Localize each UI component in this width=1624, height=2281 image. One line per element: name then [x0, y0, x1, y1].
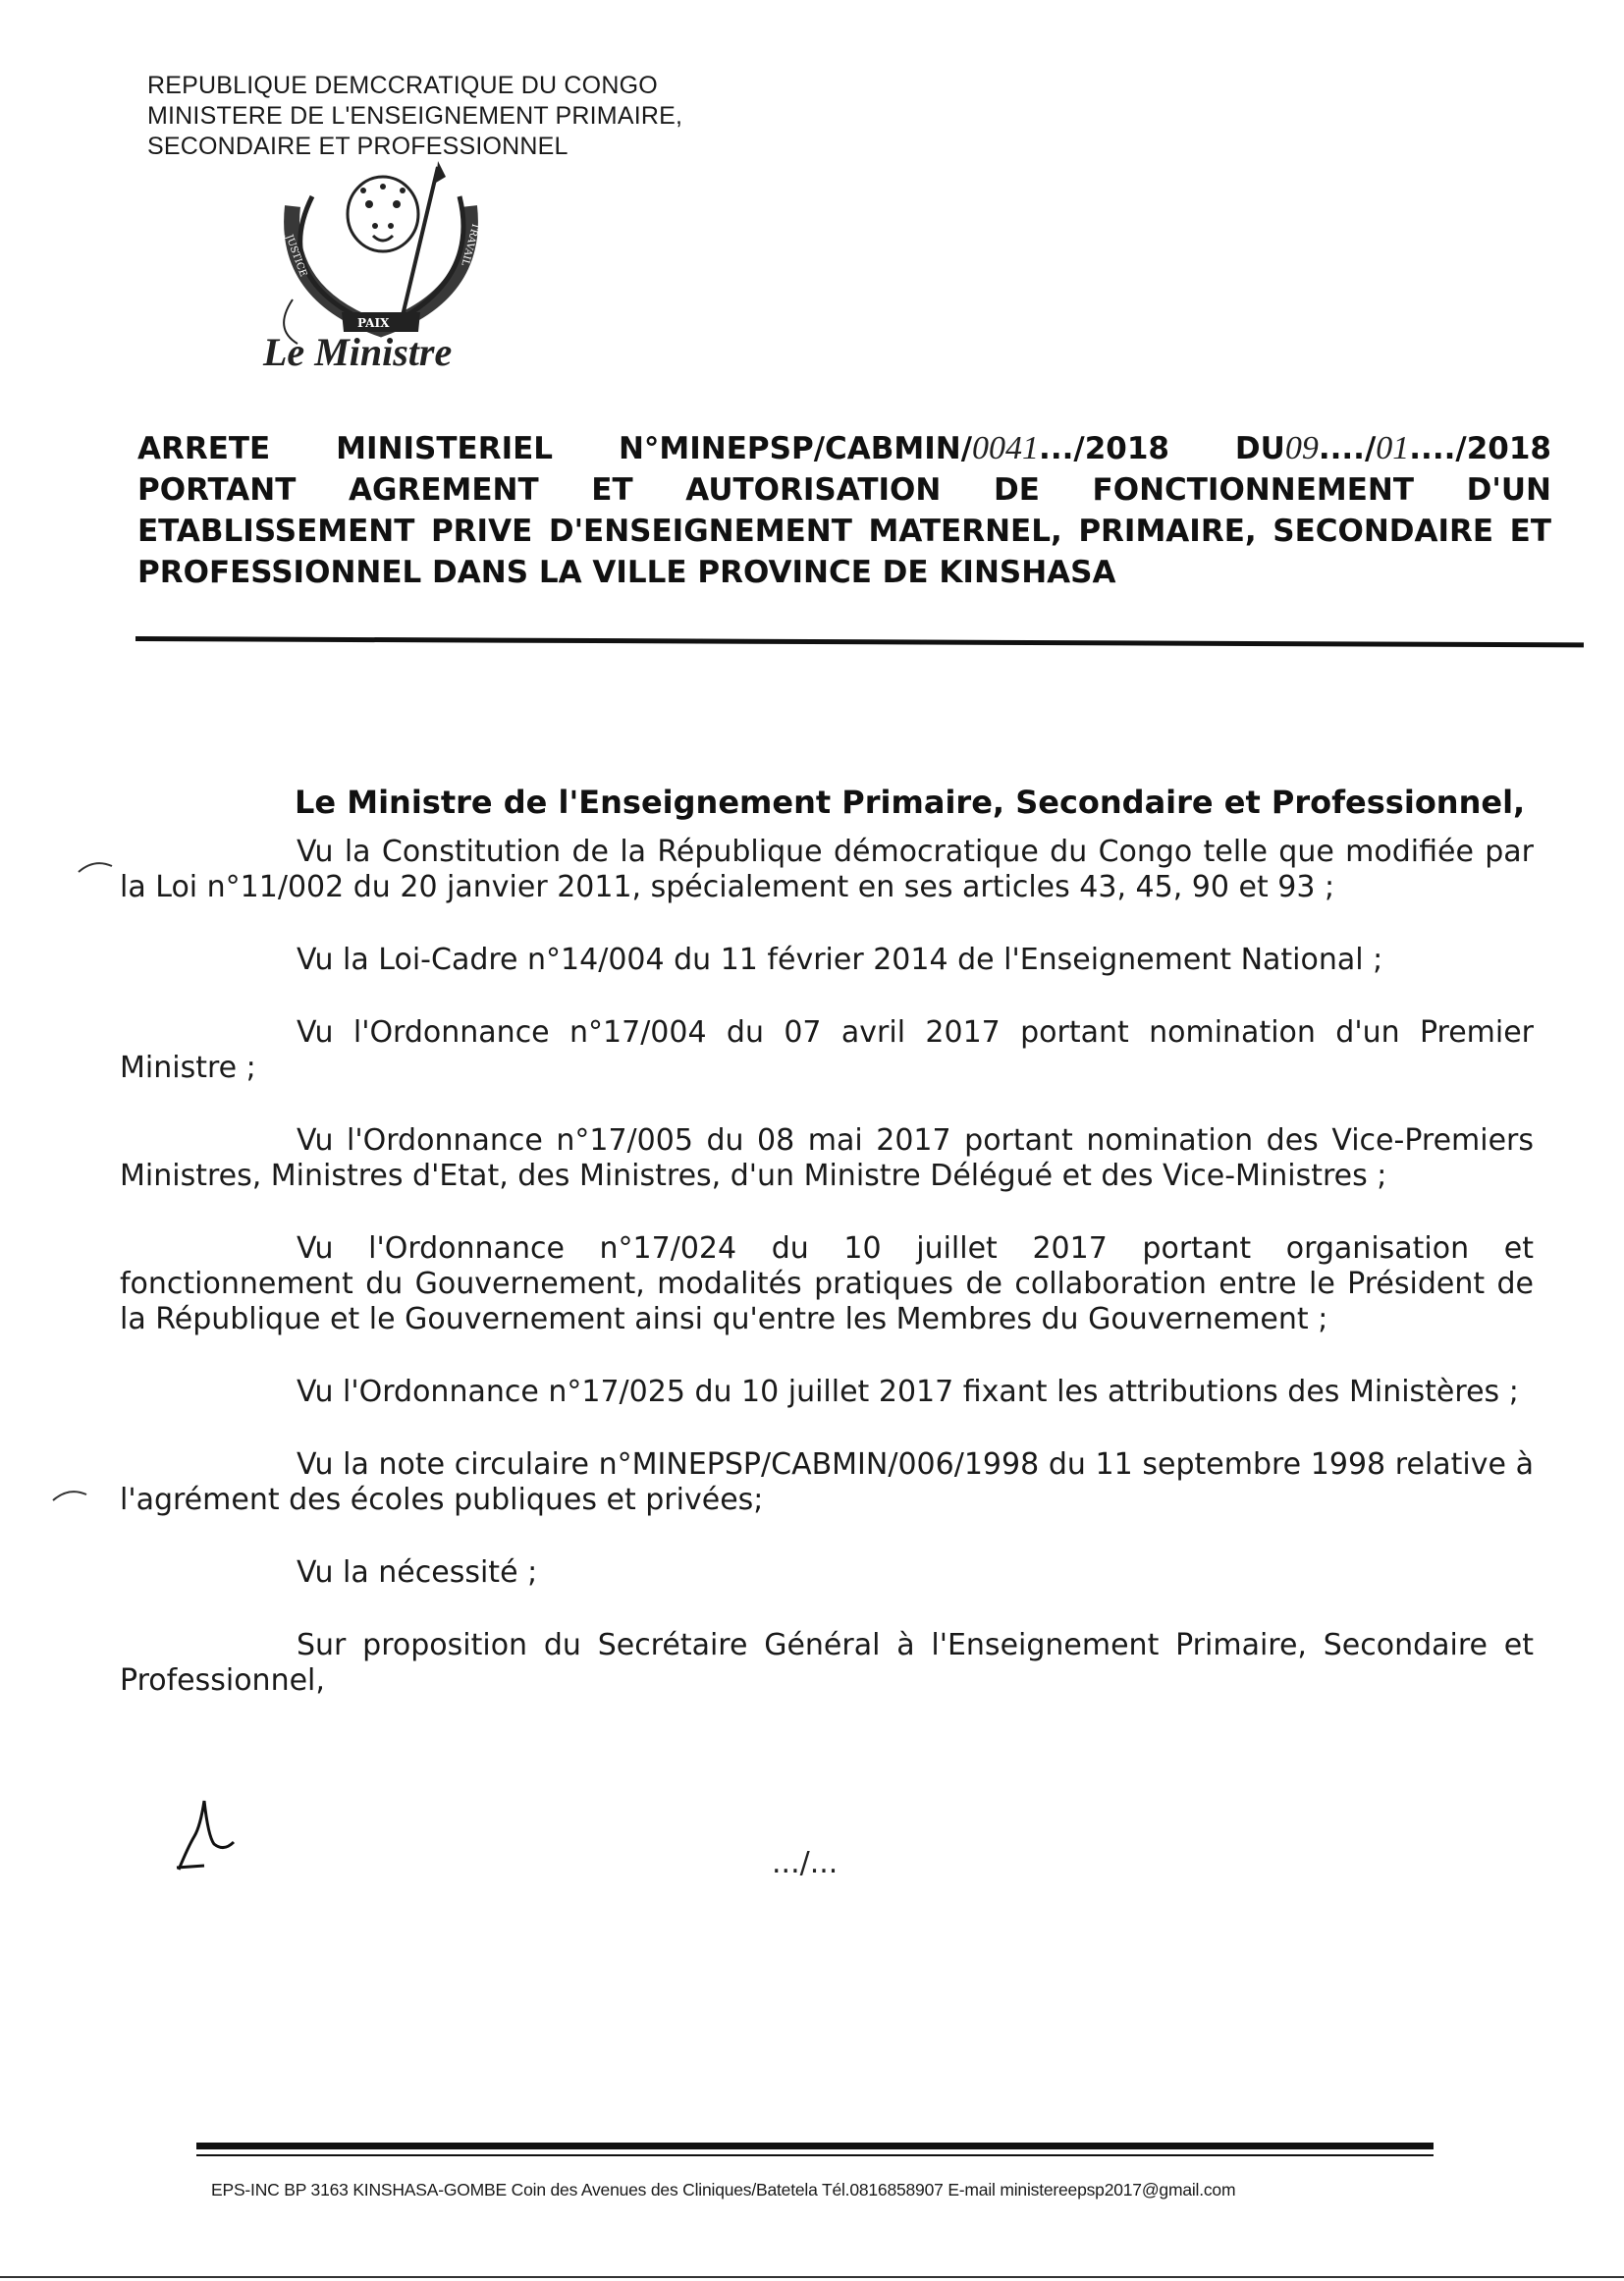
emblem-motto-bottom: PAIX [357, 316, 390, 330]
preamble-body [120, 835, 1534, 1736]
preamble-paragraph: Vu la nécessité ; [297, 1555, 538, 1590]
footer-address: EPS-INC BP 3163 KINSHASA-GOMBE Coin des Avenues des Cliniques/Batetela Tél.0816858907 E-mail ministereepsp2017@gmail.com [211, 2180, 1236, 2200]
margin-tick-mark [51, 1485, 90, 1504]
decree-title-line-3: ETABLISSEMENT PRIVE D'ENSEIGNEMENT MATERNEL, PRIMAIRE, SECONDAIRE ET [137, 514, 1551, 549]
decree-title-line-1: ARRETE MINISTERIEL N°MINEPSP/CABMIN/0041.../2018 DU09..../01..../2018 [137, 430, 1551, 466]
preamble-paragraph: Vu l'Ordonnance n°17/024 du 10 juillet 2017 portant organisation et fonctionnement du Gouvernement, modalités pratiques de collaboration entre le Président de la République et le Gouvernement ainsi qu'entre les Membres du Gouvernement ; [120, 1231, 1534, 1336]
preamble-paragraph: Vu la Loi-Cadre n°14/004 du 11 février 2014 de l'Enseignement National ; [297, 943, 1383, 977]
letterhead-country: REPUBLIQUE DEMCCRATIQUE DU CONGO [147, 72, 658, 99]
letterhead [147, 71, 682, 162]
decree-month-handwritten: 01 [1376, 430, 1410, 466]
preamble-paragraph: Sur proposition du Secrétaire Général à l'Enseignement Primaire, Secondaire et Professionnel, [120, 1628, 1534, 1698]
decree-title [137, 428, 1551, 593]
preamble-paragraph: Vu la Constitution de la République démocratique du Congo telle que modifiée par la Loi n°11/002 du 20 janvier 2011, spécialement en ses articles 43, 45, 90 et 93 ; [120, 835, 1534, 904]
preamble-heading: Le Ministre de l'Enseignement Primaire, Secondaire et Professionnel, [295, 784, 1526, 821]
footer-divider [196, 2143, 1434, 2149]
minister-heading: Le Ministre [263, 330, 453, 374]
preamble-paragraph: Vu l'Ordonnance n°17/005 du 08 mai 2017 portant nomination des Vice-Premiers Ministres, Ministres d'Etat, des Ministres, d'un Ministre Délégué et des Vice-Ministres ; [120, 1123, 1534, 1193]
decree-number-handwritten: 0041 [972, 430, 1040, 466]
decree-day-handwritten: 09 [1284, 430, 1319, 466]
scan-edge-line [0, 2276, 1624, 2278]
title-divider [135, 636, 1584, 647]
margin-tick-mark [77, 856, 116, 876]
coat-of-arms-icon [253, 157, 509, 353]
preamble-paragraph: Vu la note circulaire n°MINEPSP/CABMIN/006/1998 du 11 septembre 1998 relative à l'agrément des écoles publiques et privées; [120, 1447, 1534, 1517]
decree-title-line-4: PROFESSIONNEL DANS LA VILLE PROVINCE DE KINSHASA [137, 555, 1116, 590]
letterhead-ministry-cont: SECONDAIRE ET PROFESSIONNEL [147, 133, 568, 160]
preamble-paragraph: Vu l'Ordonnance n°17/025 du 10 juillet 2017 fixant les attributions des Ministères ; [297, 1375, 1519, 1409]
emblem-motto-left: JUSTICE [283, 233, 309, 279]
decree-title-line-2: PORTANT AGREMENT ET AUTORISATION DE FONCTIONNEMENT D'UN [137, 472, 1551, 508]
preamble-paragraph: Vu l'Ordonnance n°17/004 du 07 avril 2017 portant nomination d'un Premier Ministre ; [120, 1015, 1534, 1085]
continuation-marker: .../... [772, 1846, 839, 1880]
emblem-motto-right: TRAVAIL [459, 221, 481, 267]
footer-divider-thin [196, 2154, 1434, 2156]
initials-signature-icon [175, 1797, 253, 1875]
letterhead-ministry: MINISTERE DE L'ENSEIGNEMENT PRIMAIRE, [147, 102, 683, 130]
